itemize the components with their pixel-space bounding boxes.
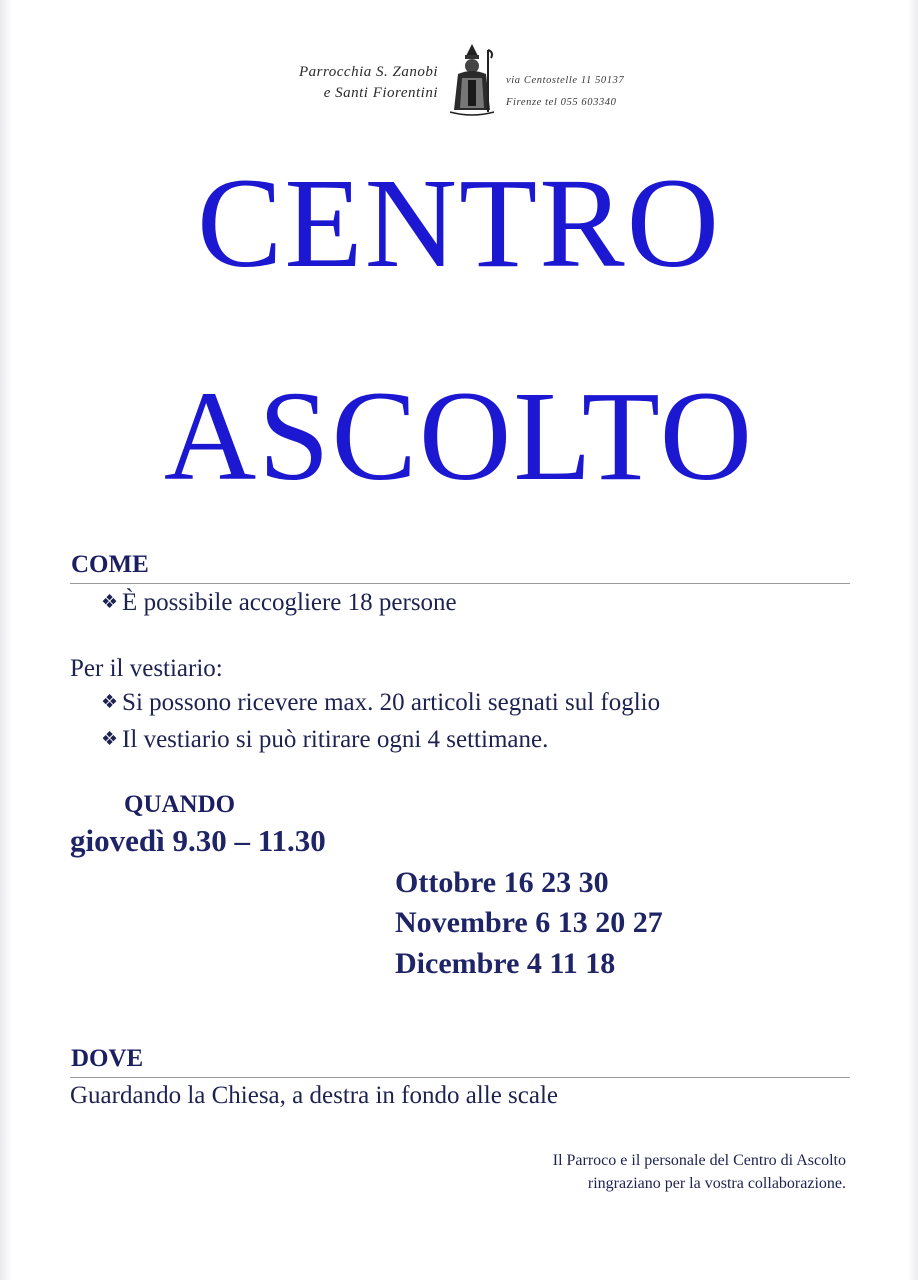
letterhead-address — [506, 70, 656, 114]
dates-december: Dicembre 4 11 18 — [395, 947, 616, 980]
title-line-1: CENTRO — [197, 152, 721, 294]
bullet-diamond-icon: ❖ — [101, 729, 119, 750]
schedule-time: giovedì 9.30 – 11.30 — [70, 823, 326, 858]
list-item-text: È possibile accogliere 18 persone — [122, 589, 457, 616]
letterhead-line: via Centostelle 11 50137 — [506, 75, 625, 86]
letterhead-line: Parrocchia S. Zanobi — [298, 64, 438, 80]
list-item-text: Si possono ricevere max. 20 articoli segnati sul foglio — [122, 689, 661, 716]
bullet-diamond-icon: ❖ — [101, 692, 119, 713]
dates-november: Novembre 6 13 20 27 — [395, 906, 663, 939]
title-line-2: ASCOLTO — [163, 365, 755, 507]
list-item — [101, 589, 457, 617]
come-heading: COME — [71, 551, 149, 578]
list-item — [101, 689, 660, 717]
footer-line: ringraziano per la vostra collaborazione. — [587, 1175, 846, 1192]
vestiario-label: Per il vestiario: — [70, 655, 223, 682]
letterhead-line: e Santi Fiorentini — [323, 85, 438, 101]
dove-heading: DOVE — [71, 1045, 144, 1072]
footer-line: Il Parroco e il personale del Centro di Ascolto — [552, 1152, 846, 1169]
dove-text: Guardando la Chiesa, a destra in fondo alle scale — [70, 1082, 559, 1109]
letterhead-parish-name — [262, 62, 438, 104]
letterhead-line: Firenze tel 055 603340 — [506, 97, 617, 108]
bullet-diamond-icon: ❖ — [101, 592, 119, 613]
dove-divider — [70, 1077, 850, 1078]
footer-note — [553, 1149, 846, 1195]
dates-october: Ottobre 16 23 30 — [395, 866, 609, 899]
come-divider — [70, 583, 850, 584]
list-item — [101, 726, 548, 754]
saint-emblem-icon — [446, 42, 498, 118]
quando-heading: QUANDO — [124, 791, 236, 818]
list-item-text: Il vestiario si può ritirare ogni 4 settimane. — [122, 726, 549, 753]
